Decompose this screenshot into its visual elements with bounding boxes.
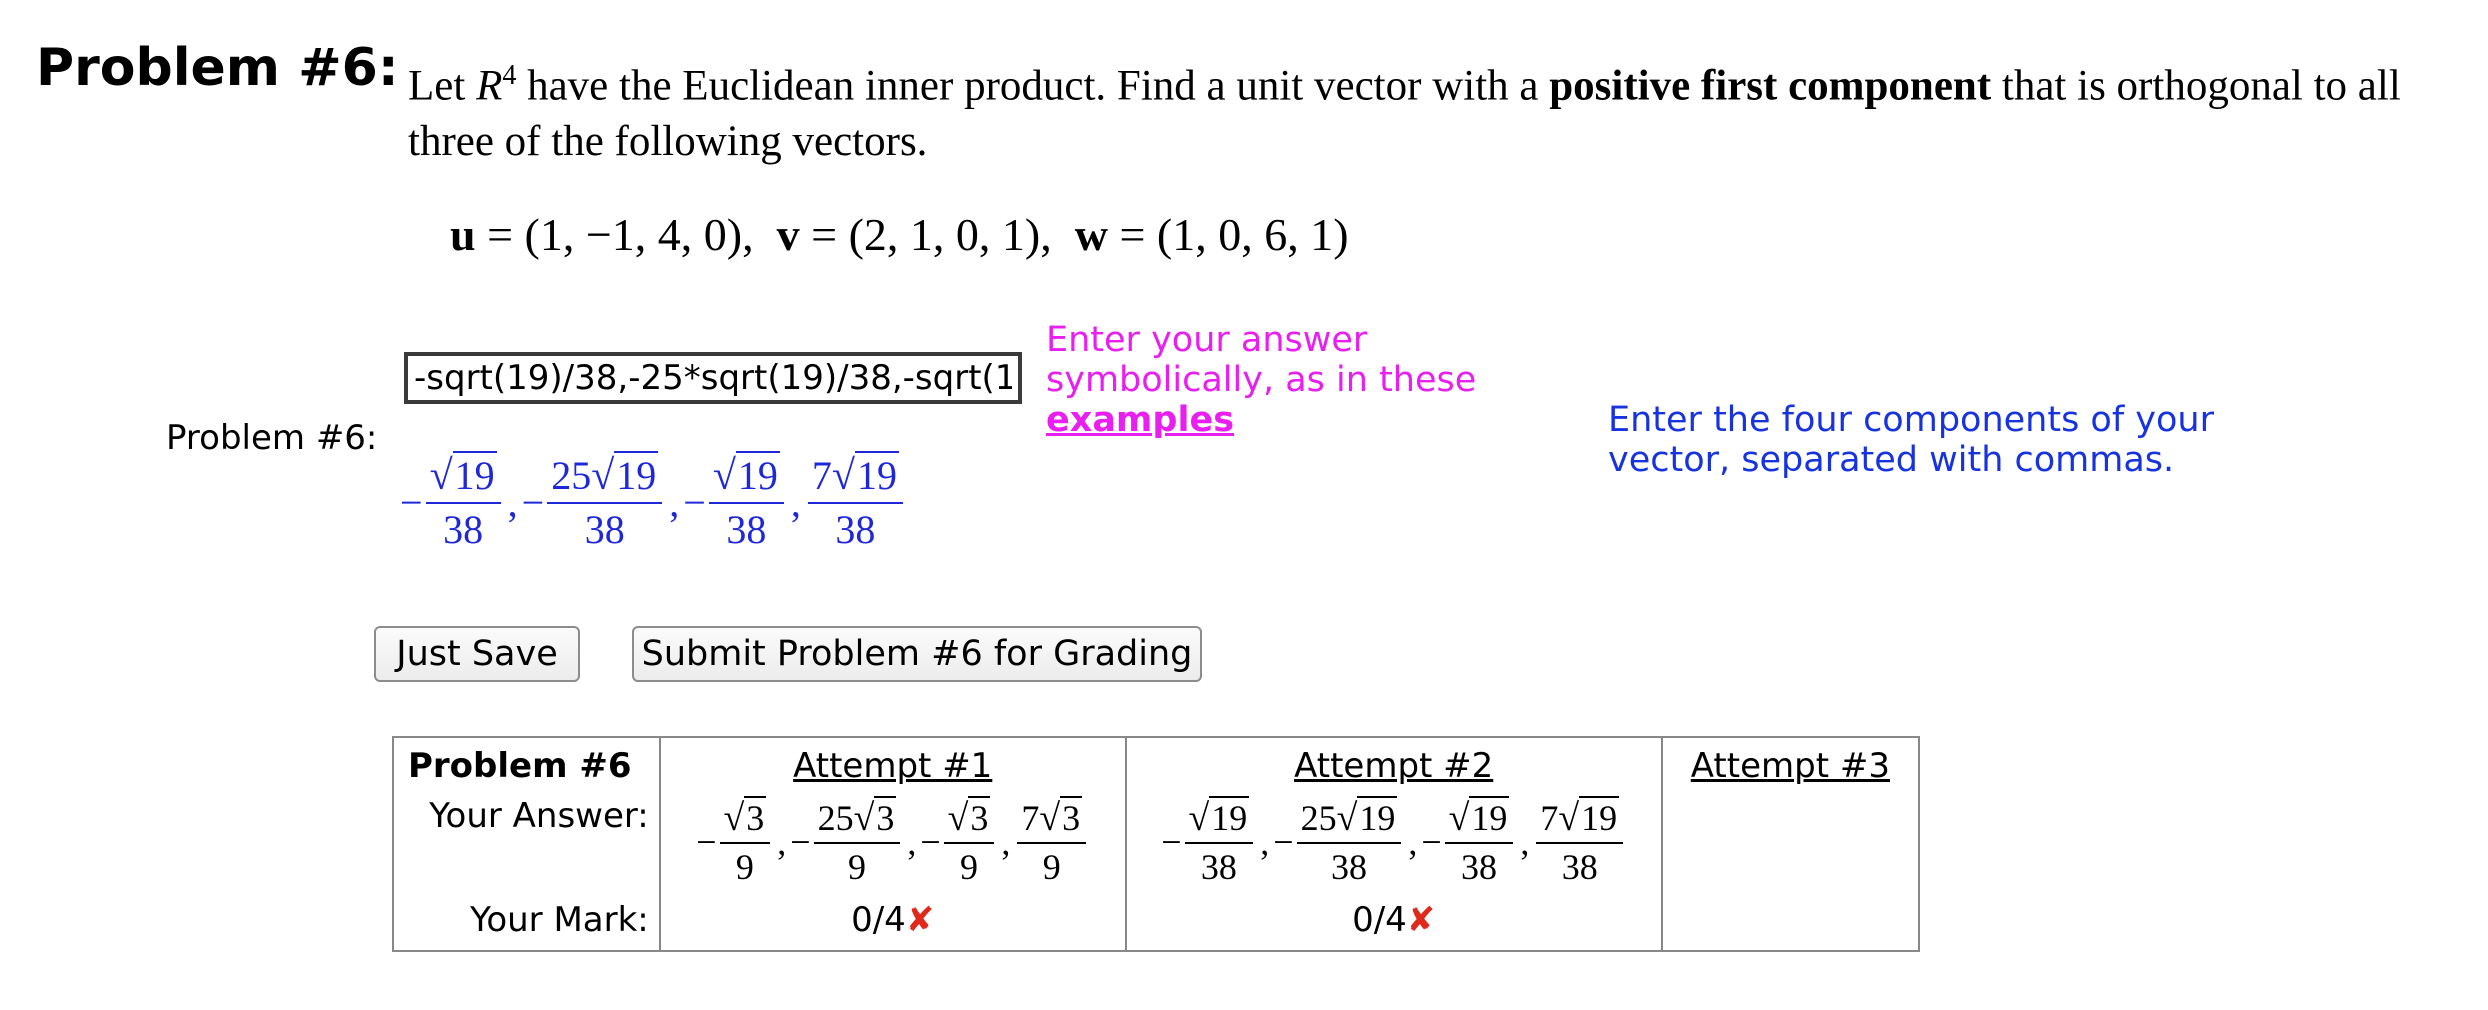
attempt-1-expression (661, 796, 1125, 888)
radicand: 19 (737, 453, 778, 498)
radicand: 3 (746, 797, 765, 838)
radicand: 19 (1359, 797, 1396, 838)
hint-line-1: Enter your answer (1046, 320, 1368, 360)
term-sign: − (400, 480, 423, 525)
statement-mid: have the Euclidean inner product. Find a unit vector with a (516, 62, 1550, 110)
term-separator: , (790, 480, 801, 525)
fraction-denominator: 38 (1330, 846, 1367, 887)
sqrt-symbol: √ (591, 453, 615, 499)
term-sign: − (1421, 821, 1442, 862)
term-sign: − (920, 821, 941, 862)
attempt-2-header: Attempt #2 (1126, 737, 1662, 796)
fraction-denominator: 9 (1042, 846, 1061, 887)
just-save-button[interactable]: Just Save (374, 626, 580, 682)
fraction-numerator (1445, 796, 1514, 844)
fraction-numerator (814, 796, 901, 844)
fraction-denominator: 38 (1200, 846, 1237, 887)
fraction (720, 796, 771, 888)
attempt-2-expression (1127, 796, 1661, 888)
radicand: 3 (1062, 797, 1081, 838)
fraction-denominator: 9 (735, 846, 754, 887)
coefficient: 7 (1021, 797, 1040, 838)
fraction-numerator (709, 452, 784, 504)
term-sign: − (521, 480, 545, 525)
term-separator: , (1260, 821, 1270, 862)
answer-input[interactable] (404, 352, 1022, 404)
term-sign: − (790, 821, 811, 862)
attempt-2-score: 0/4 (1352, 900, 1407, 941)
attempt-1-header: Attempt #1 (660, 737, 1126, 796)
statement-before: Let (408, 62, 477, 110)
fraction (808, 452, 903, 553)
attempts-problem-label: Problem #6 (393, 737, 660, 796)
fraction-denominator: 9 (960, 846, 979, 887)
term-sign: − (683, 480, 706, 525)
vector-v-value: (2, 1, 0, 1), (848, 209, 1052, 260)
vectors-equation (450, 208, 1349, 261)
attempt-3-header: Attempt #3 (1662, 737, 1919, 796)
fraction (1017, 796, 1086, 888)
term-sign: − (1161, 821, 1182, 862)
radicand: 19 (454, 453, 495, 498)
fraction-numerator (547, 452, 662, 504)
attempt-1-answer (660, 796, 1126, 889)
sqrt-symbol: √ (831, 453, 855, 499)
coefficient: 7 (1540, 797, 1559, 838)
equals-sign: = (811, 209, 838, 260)
attempts-table (392, 736, 1920, 952)
examples-link[interactable]: examples (1046, 400, 1235, 440)
attempt-1-mark (660, 888, 1126, 951)
sqrt-symbol: √ (947, 796, 969, 839)
sqrt-symbol: √ (1039, 796, 1061, 839)
fraction (814, 796, 901, 888)
equals-sign: = (487, 209, 514, 260)
radicand: 19 (1211, 797, 1248, 838)
term-separator: , (907, 821, 917, 862)
answer-row-label: Problem #6: (166, 418, 378, 458)
fraction-denominator: 38 (835, 507, 876, 552)
radicand: 3 (876, 797, 895, 838)
fraction (1536, 796, 1623, 888)
fraction-numerator (1017, 796, 1086, 844)
radicand: 19 (1581, 797, 1618, 838)
sqrt-symbol: √ (723, 796, 745, 839)
your-answer-label: Your Answer: (393, 796, 660, 889)
sqrt-symbol: √ (1336, 796, 1358, 839)
term-sign: − (696, 821, 717, 862)
vector-v-name: v (776, 209, 800, 260)
attempt-2-answer (1126, 796, 1662, 889)
sqrt-symbol: √ (1558, 796, 1580, 839)
coefficient: 25 (551, 453, 592, 498)
fraction (1297, 796, 1402, 888)
term-separator: , (1408, 821, 1418, 862)
attempt-1-score: 0/4 (851, 900, 906, 941)
attempts-answer-row (393, 796, 1919, 889)
radicand: 19 (1471, 797, 1508, 838)
space-exponent: 4 (502, 60, 517, 91)
sqrt-symbol: √ (853, 796, 875, 839)
fraction-denominator: 38 (443, 507, 484, 552)
fraction-numerator (1297, 796, 1402, 844)
radicand: 19 (856, 453, 897, 498)
fraction-numerator (808, 452, 903, 504)
term-separator: , (777, 821, 787, 862)
vector-u-value: (1, −1, 4, 0), (524, 209, 754, 260)
attempt-2-mark (1126, 888, 1662, 951)
fraction-denominator: 9 (847, 846, 866, 887)
fraction-denominator: 38 (1561, 846, 1598, 887)
fraction-numerator (720, 796, 771, 844)
space-symbol: R (476, 62, 503, 110)
fraction (709, 452, 784, 553)
problem-title: Problem #6: (36, 38, 399, 98)
vector-u-name: u (450, 209, 476, 260)
problem-statement (408, 48, 2468, 170)
sqrt-symbol: √ (712, 453, 736, 499)
fraction-numerator (944, 796, 995, 844)
radicand: 19 (616, 453, 657, 498)
coefficient: 7 (811, 453, 832, 498)
fraction-numerator (1536, 796, 1623, 844)
fraction (1445, 796, 1514, 888)
fraction-denominator: 38 (1461, 846, 1498, 887)
fraction-numerator (426, 452, 501, 504)
radicand: 3 (970, 797, 989, 838)
hint-line-2: symbolically, as in these (1046, 360, 1477, 400)
answer-hint (1046, 320, 1476, 440)
attempts-mark-row (393, 888, 1919, 951)
attempts-header-row (393, 737, 1919, 796)
sqrt-symbol: √ (1448, 796, 1470, 839)
answer-instruction: Enter the four components of your vector, separated with commas. (1608, 400, 2214, 480)
wrong-x-icon: ✘ (1406, 900, 1436, 941)
fraction-denominator: 38 (726, 507, 767, 552)
vector-w-name: w (1074, 209, 1108, 260)
statement-after: that is orthogonal to all three of the following vectors. (408, 62, 2401, 166)
fraction (1185, 796, 1254, 888)
coefficient: 25 (1300, 797, 1337, 838)
attempt-3-mark (1662, 888, 1919, 951)
equals-sign: = (1119, 209, 1146, 260)
term-separator: , (669, 480, 680, 525)
sqrt-symbol: √ (429, 453, 453, 499)
your-mark-label: Your Mark: (393, 888, 660, 951)
term-separator: , (507, 480, 518, 525)
submit-button[interactable]: Submit Problem #6 for Grading (632, 626, 1202, 682)
statement-emphasis: positive first component (1549, 62, 1992, 110)
coefficient: 25 (817, 797, 854, 838)
wrong-x-icon: ✘ (905, 900, 935, 941)
fraction-denominator: 38 (584, 507, 625, 552)
term-separator: , (1520, 821, 1530, 862)
fraction (547, 452, 662, 553)
sqrt-symbol: √ (1188, 796, 1210, 839)
fraction-numerator (1185, 796, 1254, 844)
attempt-3-answer (1662, 796, 1919, 889)
term-separator: , (1001, 821, 1011, 862)
fraction (426, 452, 501, 553)
answer-preview (400, 452, 906, 553)
vector-w-value: (1, 0, 6, 1) (1156, 209, 1349, 260)
term-sign: − (1273, 821, 1294, 862)
fraction (944, 796, 995, 888)
